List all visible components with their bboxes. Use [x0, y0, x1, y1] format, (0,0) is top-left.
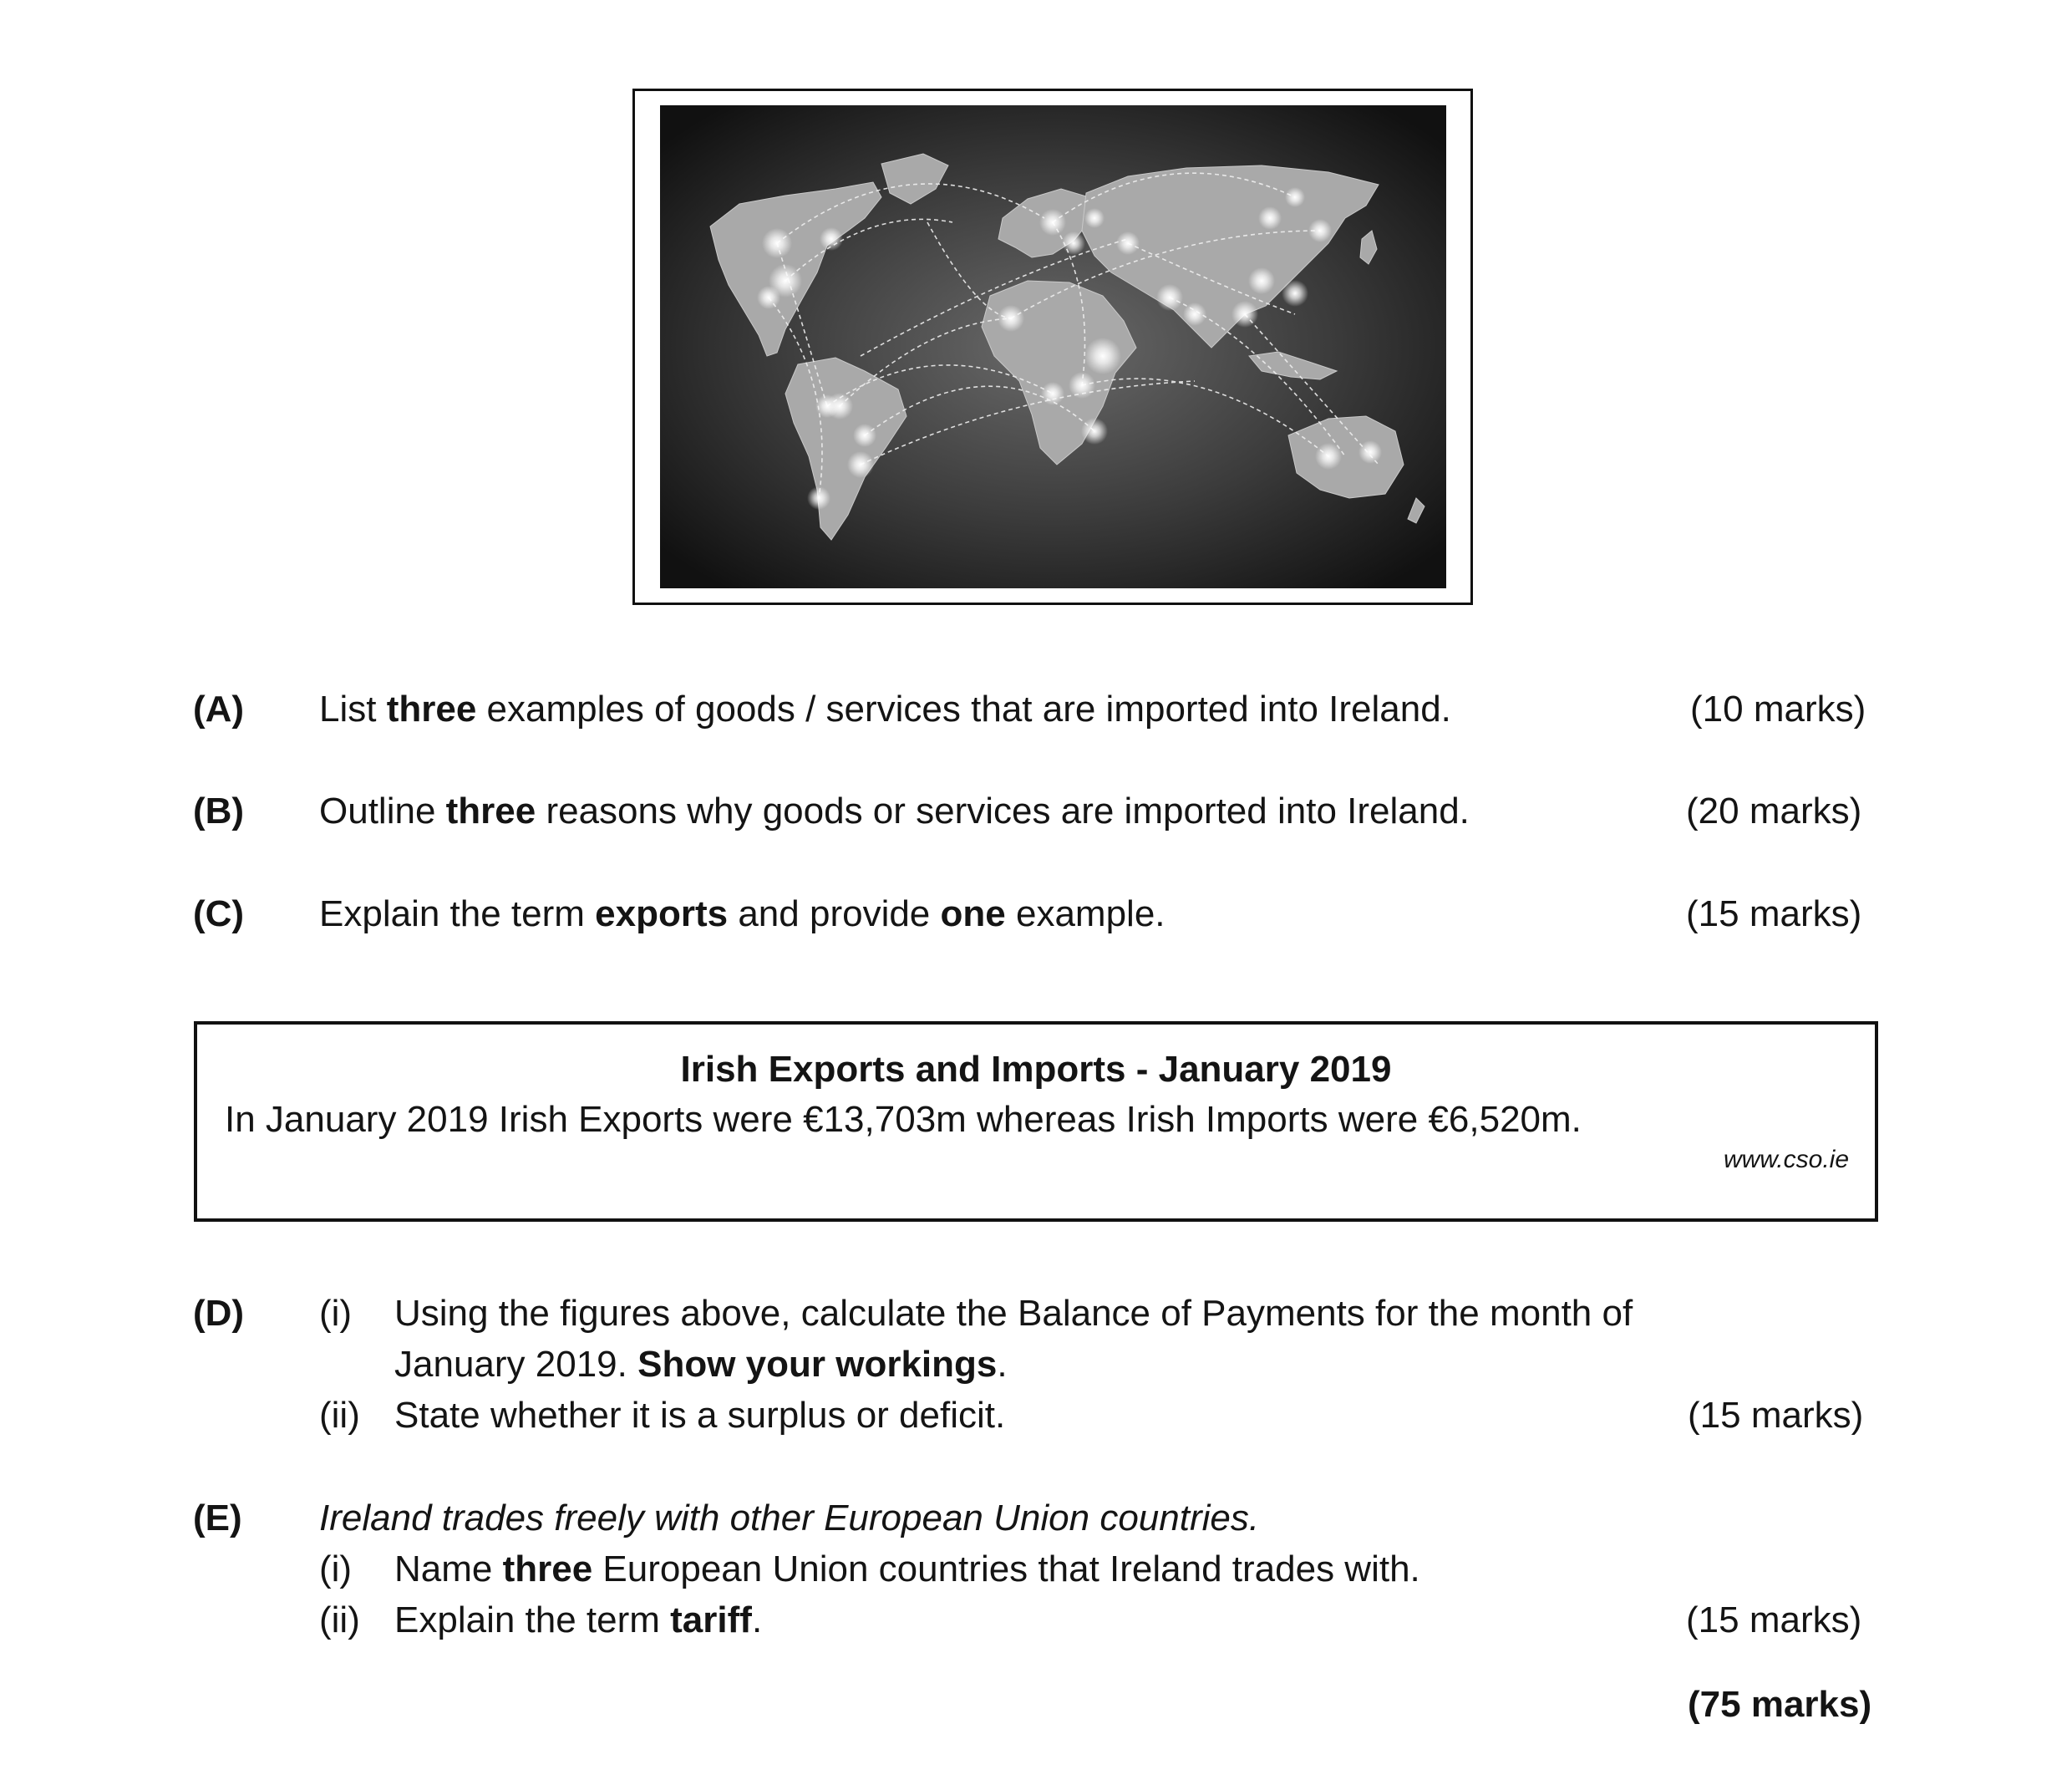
info-box-source: www.cso.ie — [1723, 1146, 1849, 1173]
question-e-marks: (15 marks) — [1686, 1599, 1862, 1640]
question-a-letter: (A) — [193, 689, 245, 730]
info-box-title: Irish Exports and Imports - January 2019 — [680, 1049, 1392, 1090]
question-b-marks: (20 marks) — [1686, 791, 1862, 831]
question-d-i-label: (i) — [319, 1293, 353, 1334]
question-b-letter: (B) — [193, 791, 245, 831]
total-marks: (75 marks) — [1688, 1684, 1872, 1725]
question-b-text: Outline three reasons why goods or services are imported into Ireland. — [319, 791, 1470, 831]
question-e-letter: (E) — [193, 1498, 242, 1538]
question-e-intro: Ireland trades freely with other European Union countries. — [319, 1498, 1260, 1538]
world-map-image — [660, 105, 1446, 588]
question-a-text: List three examples of goods / services that are imported into Ireland. — [319, 689, 1451, 730]
question-a-marks: (10 marks) — [1690, 689, 1866, 730]
world-map-image-frame — [632, 89, 1473, 605]
question-d-marks: (15 marks) — [1688, 1395, 1864, 1436]
question-e-ii-label: (ii) — [319, 1599, 360, 1640]
info-box-body: In January 2019 Irish Exports were €13,703m whereas Irish Imports were €6,520m. — [225, 1099, 1582, 1140]
question-c-marks: (15 marks) — [1686, 893, 1862, 934]
question-e-i-label: (i) — [319, 1549, 353, 1589]
question-d-ii-text: State whether it is a surplus or deficit. — [394, 1395, 1006, 1436]
question-e-i-text: Name three European Union countries that Ireland trades with. — [394, 1549, 1420, 1589]
exports-imports-info-box — [194, 1021, 1878, 1222]
question-d-i-line1: Using the figures above, calculate the Balance of Payments for the month of — [394, 1293, 1633, 1334]
question-d-ii-label: (ii) — [319, 1395, 360, 1436]
question-d-i-line2: January 2019. Show your workings. — [394, 1344, 1008, 1385]
question-e-ii-text: Explain the term tariff. — [394, 1599, 763, 1640]
question-c-letter: (C) — [193, 893, 245, 934]
question-c-text: Explain the term exports and provide one example. — [319, 893, 1166, 934]
question-d-letter: (D) — [193, 1293, 245, 1334]
